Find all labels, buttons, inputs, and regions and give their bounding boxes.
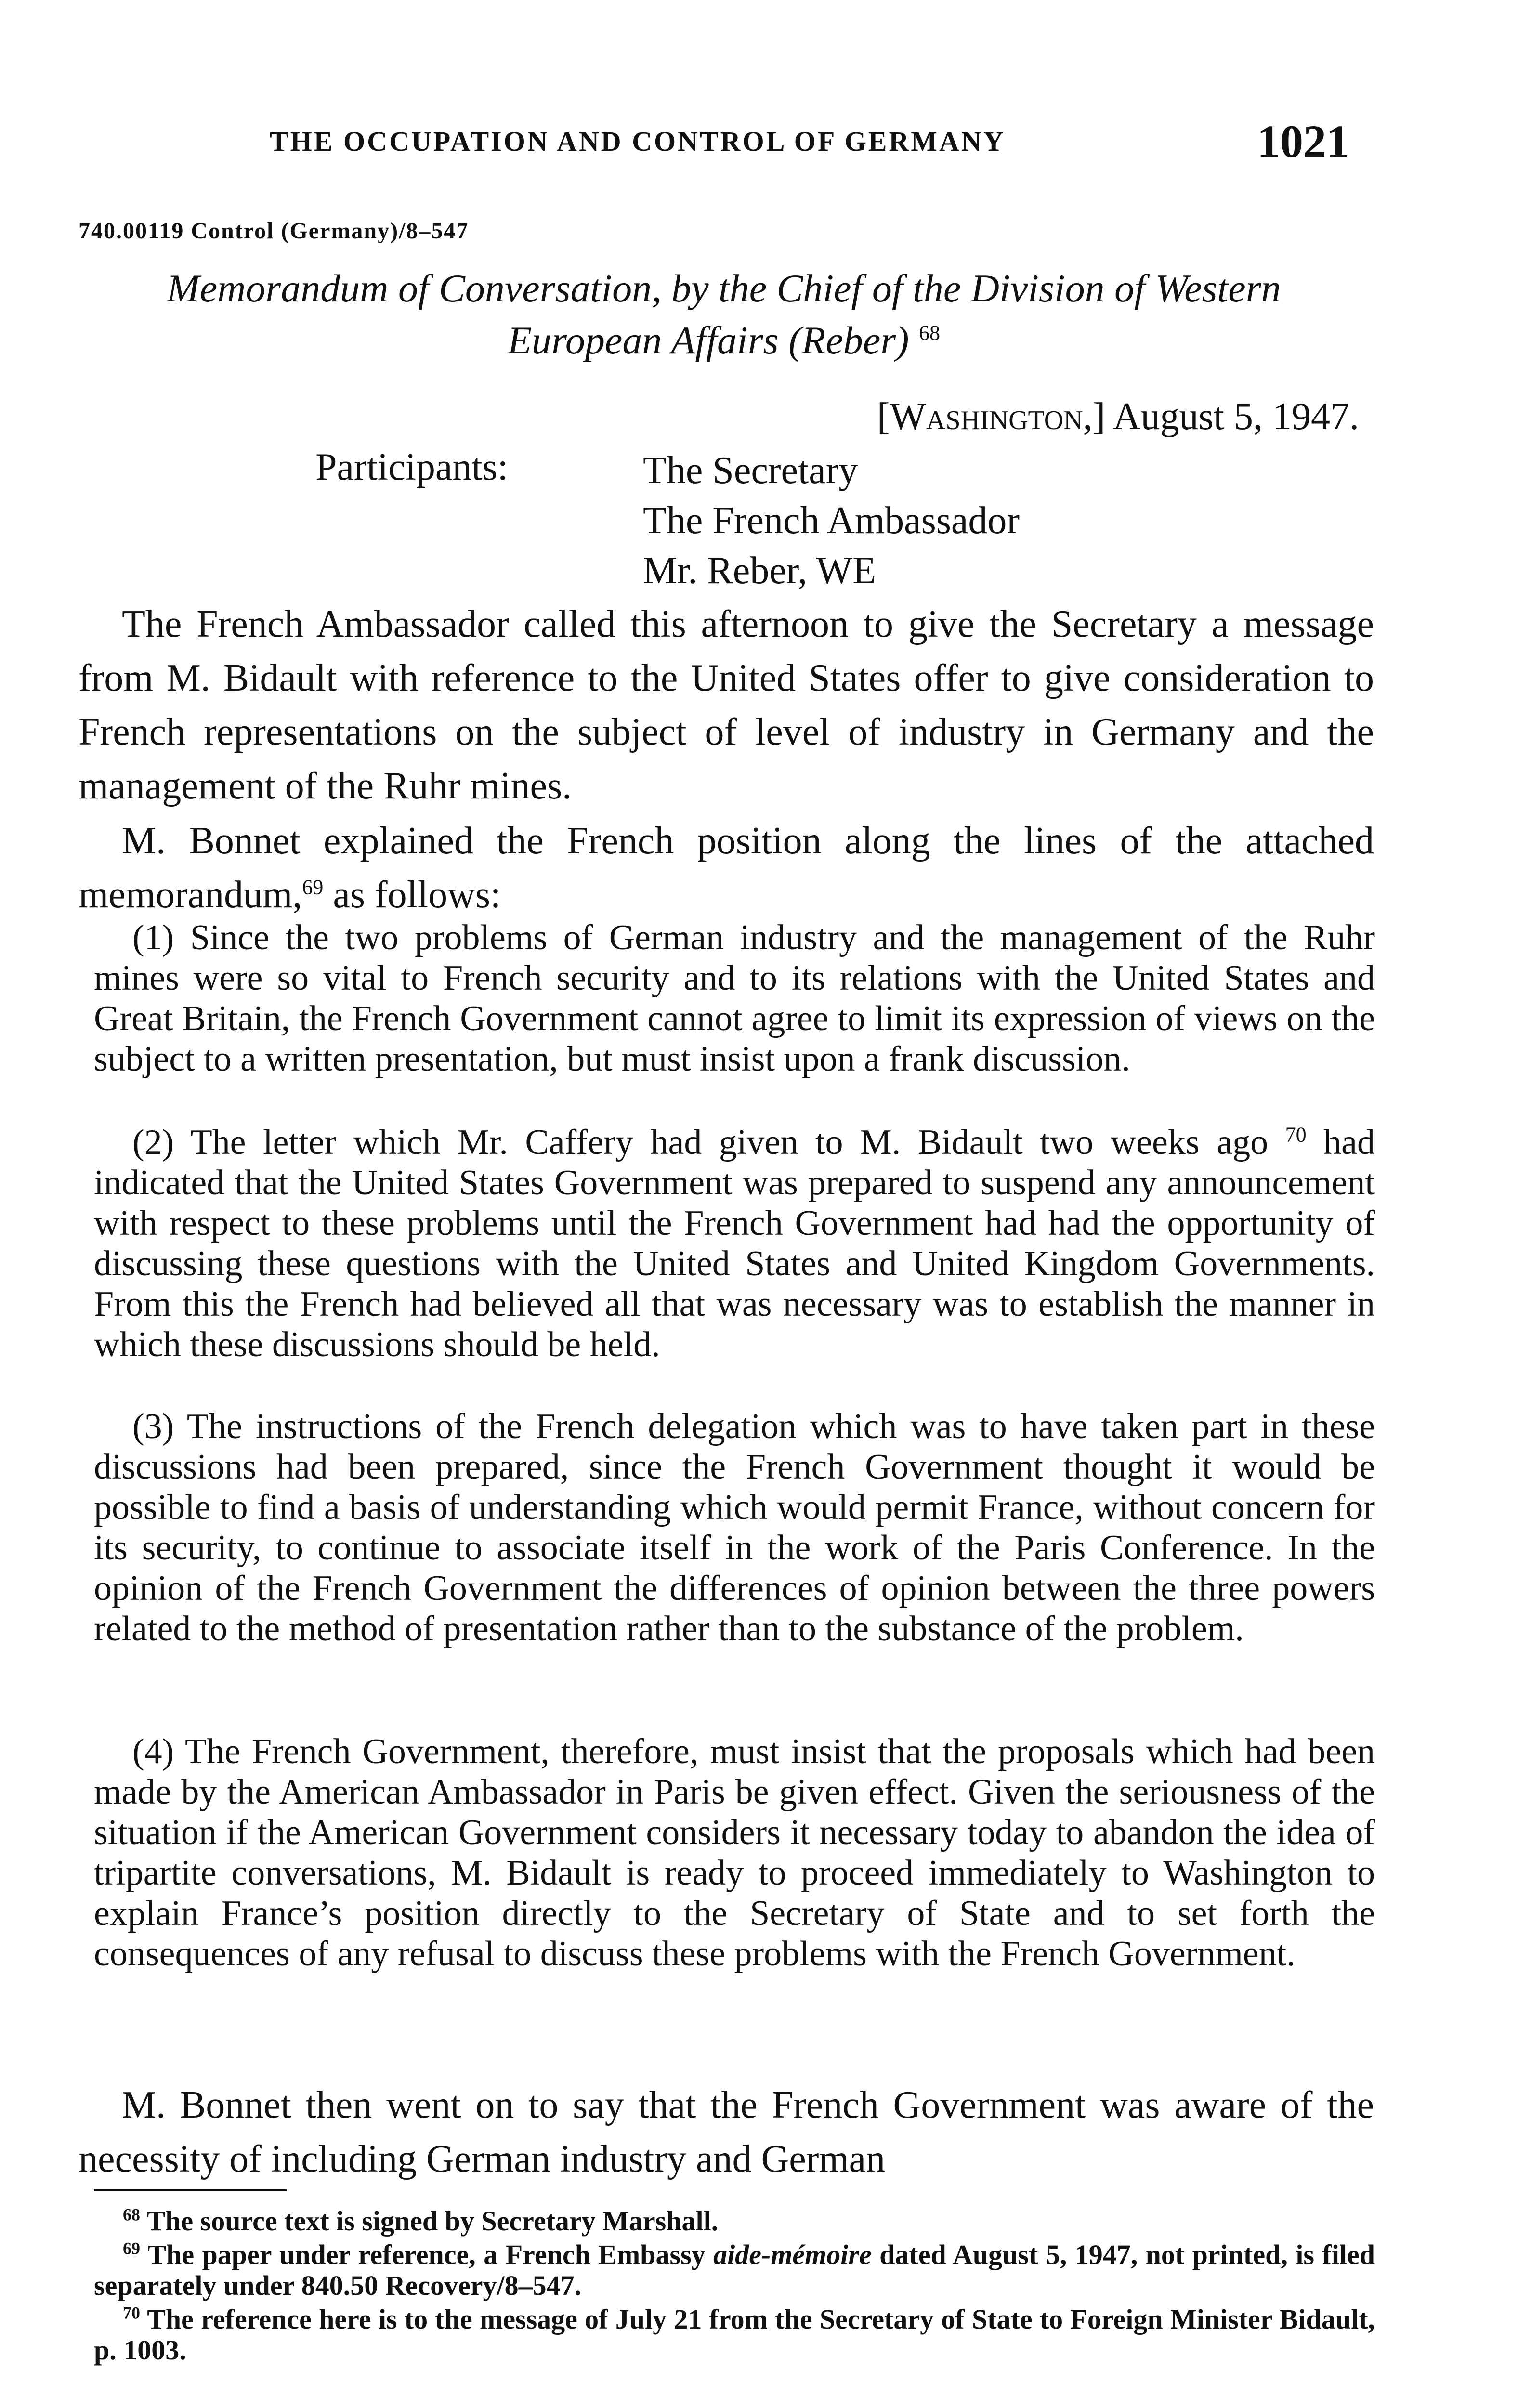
participants-list bbox=[643, 445, 1020, 596]
participant: The French Ambassador bbox=[643, 499, 1020, 542]
title-line-2-text: European Affairs (Reber) bbox=[507, 318, 909, 362]
participant: Mr. Reber, WE bbox=[643, 550, 877, 592]
file-number: 740.00119 Control (Germany)/8–547 bbox=[79, 218, 469, 244]
title-line-1: Memorandum of Conversation, by the Chief of the Division of Western bbox=[167, 266, 1281, 310]
footnote-number: 68 bbox=[123, 2205, 140, 2225]
dateline-place: [Washington,] bbox=[877, 395, 1106, 438]
footnote-text: The paper under reference, a French Embassy bbox=[147, 2239, 714, 2270]
participants-label: Participants: bbox=[315, 446, 508, 488]
participant: The Secretary bbox=[643, 449, 858, 492]
paragraph2-tail: as follows: bbox=[323, 874, 501, 916]
footnote-69 bbox=[94, 2239, 1375, 2301]
point-2 bbox=[94, 1122, 1375, 1365]
running-title: THE OCCUPATION AND CONTROL OF GERMANY bbox=[270, 126, 1006, 157]
point2-text: (2) The letter which Mr. Caffery had given to M. Bidault two weeks ago bbox=[132, 1123, 1269, 1162]
document-title bbox=[79, 262, 1369, 366]
dateline bbox=[877, 395, 1359, 439]
point-1: (1) Since the two problems of German industry and the management of the Ruhr mines were so vital to French security and to its relations with the United States and Great Britain, the French Government cannot agree to limit its expression of views on the subject to a written presentation, but must insist upon a frank discussion. bbox=[94, 918, 1375, 1079]
title-footnote-ref: 68 bbox=[919, 321, 941, 345]
paragraph-bonnet-explained bbox=[79, 814, 1374, 922]
title-line-2 bbox=[79, 314, 1369, 366]
paragraph2-text: M. Bonnet explained the French position along the lines of the attached memorandum, bbox=[79, 820, 1374, 916]
footnote-text-tail: dated August 5, 1947, not printed, is filed separately under 840.50 Recovery/8–547. bbox=[94, 2239, 1375, 2301]
page-number: 1021 bbox=[1257, 116, 1349, 167]
footnote-ref-69: 69 bbox=[302, 875, 324, 899]
footnote-68 bbox=[94, 2206, 1375, 2237]
paragraph-intro: The French Ambassador called this afternoon to give the Secretary a message from M. Bidault with reference to the United States offer to give consideration to French representations on the subject of level of industry in Germany and the management of the Ruhr mines. bbox=[79, 603, 1374, 807]
footnote-number: 69 bbox=[123, 2238, 140, 2258]
dateline-date: August 5, 1947. bbox=[1112, 395, 1359, 438]
footnote-ref-70: 70 bbox=[1285, 1123, 1307, 1147]
footnote-divider bbox=[94, 2189, 287, 2191]
footnote-italic-term: aide-mémoire bbox=[713, 2239, 872, 2270]
paragraph-bonnet-continued: M. Bonnet then went on to say that the French Government was aware of the necessity of including German industry and German bbox=[79, 2084, 1374, 2180]
footnotes bbox=[94, 2206, 1375, 2369]
point2-tail: had indicated that the United States Government was prepared to suspend any announcement with respect to these problems until the French Government had had the opportunity of discussing these questions with the United States and United Kingdom Governments. From this the French had believed all that was necessary was to establish the manner in which these discussions should be held. bbox=[94, 1123, 1375, 1364]
footnote-text: The reference here is to the message of July 21 from the Secretary of State to Foreign Minister Bidault, p. 1003. bbox=[94, 2303, 1375, 2366]
footnote-70 bbox=[94, 2304, 1375, 2366]
point-3: (3) The instructions of the French delegation which was to have taken part in these discussions had been prepared, since the French Government thought it would be possible to find a basis of understanding which would permit France, without concern for its security, to continue to associate itself in the work of the Paris Conference. In the opinion of the French Government the differences of opinion between the three powers related to the method of presentation rather than to the substance of the problem. bbox=[94, 1407, 1375, 1649]
point-4: (4) The French Government, therefore, must insist that the proposals which had been made by the American Ambassador in Paris be given effect. Given the seriousness of the situation if the American Government considers it necessary today to abandon the idea of tripartite conversations, M. Bidault is ready to proceed immediately to Washington to explain France’s position directly to the Secretary of State and to set forth the consequences of any refusal to discuss these problems with the French Government. bbox=[94, 1732, 1375, 1974]
footnote-number: 70 bbox=[123, 2303, 140, 2323]
footnote-text: The source text is signed by Secretary Marshall. bbox=[146, 2205, 719, 2237]
